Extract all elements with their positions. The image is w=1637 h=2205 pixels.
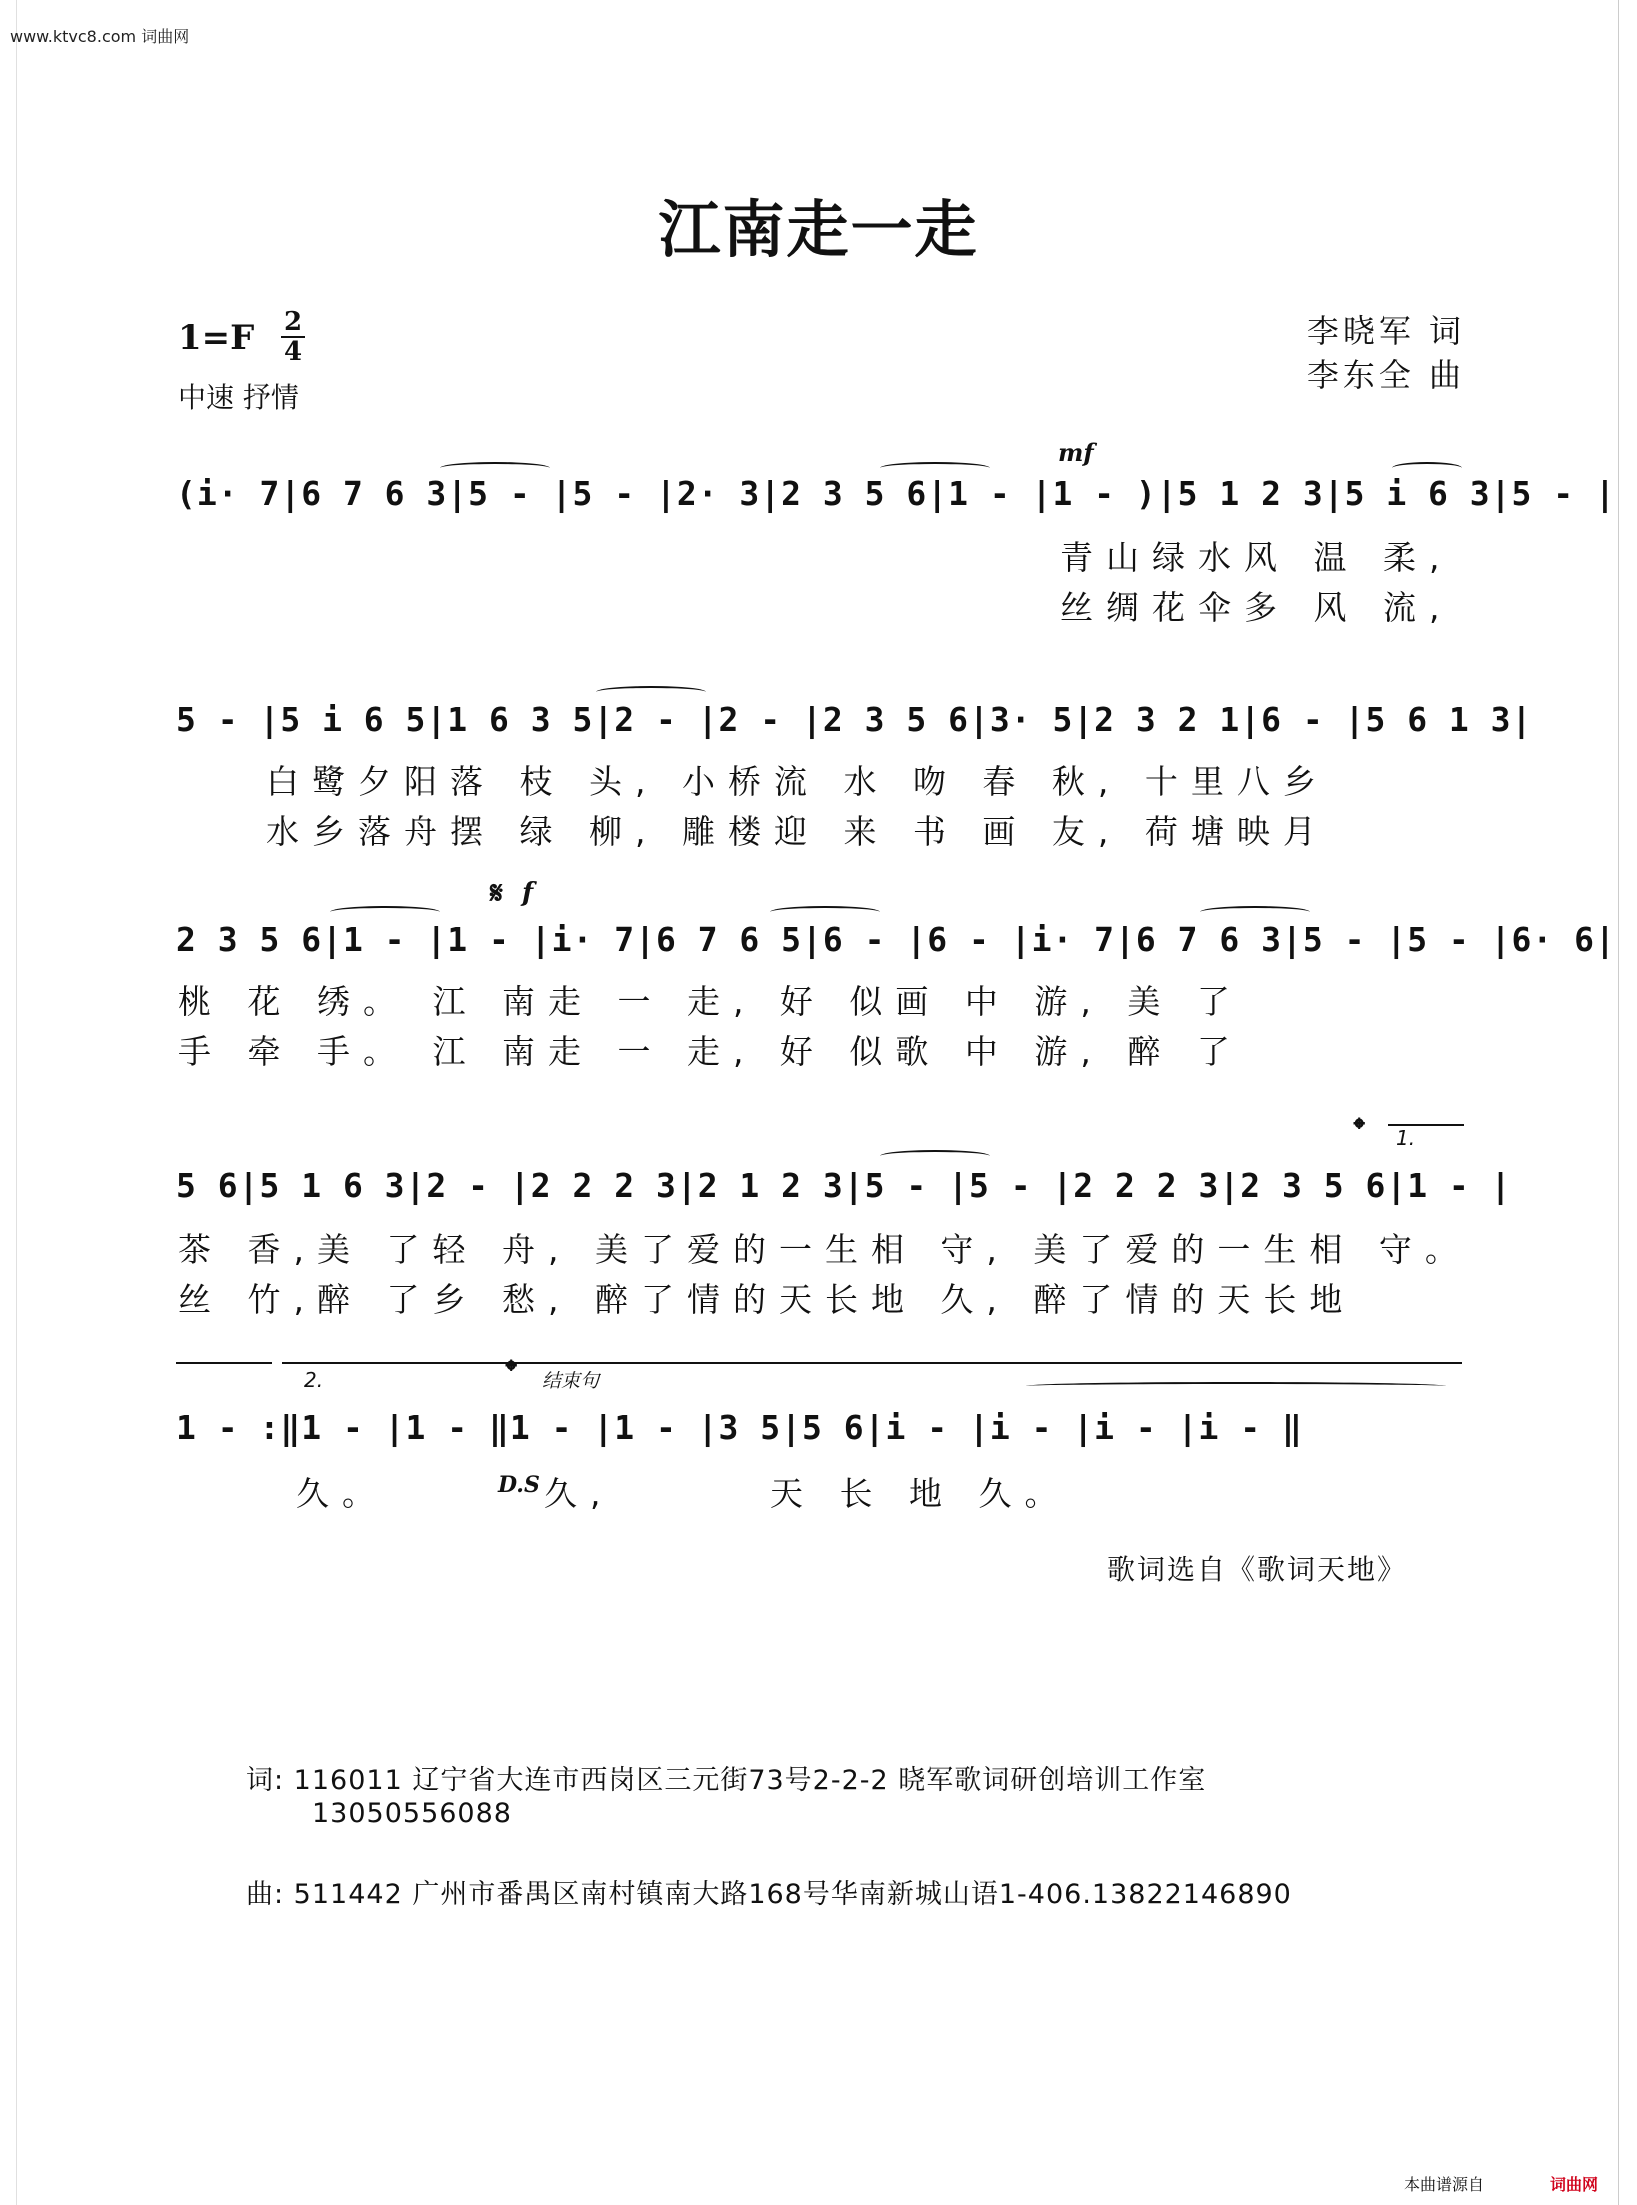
coda-sign-2: 𝄌: [506, 1354, 517, 1389]
lyrics-row-1-verse-1: 青山绿水风 温 柔,: [1060, 538, 1453, 577]
footer-site-link[interactable]: 词曲网: [1550, 2175, 1599, 2194]
left-margin-line: [16, 0, 17, 2205]
dynamic-f: f: [522, 878, 534, 908]
lyrics-row-5-end-2: 天 长 地 久。: [770, 1474, 1071, 1513]
slur: [330, 906, 440, 918]
footer-source-label: 本曲谱源自: [1404, 2175, 1485, 2194]
time-top: 2: [283, 307, 303, 337]
notation-row-3: 2 3 5 6|1 - |1 - |i· 7|6 7 6 5|6 - |6 - |i· 7|6 7 6 3|5 - |5 - |6· 6|: [176, 920, 1616, 959]
time-bottom: 4: [283, 337, 303, 367]
lyrics-row-4-verse-1: 茶 香,美 了轻 舟, 美了爱的一生相 守, 美了爱的一生相 守。: [178, 1230, 1471, 1269]
notation-row-2: 5 - |5 i 6 5|1 6 3 5|2 - |2 - |2 3 5 6|3· 5|2 3 2 1|6 - |5 6 1 3|: [176, 700, 1533, 739]
lyrics-row-5-ds: 久,: [544, 1474, 614, 1513]
slur: [770, 906, 880, 918]
slur: [880, 1150, 990, 1162]
volta-2: 2.: [304, 1368, 324, 1392]
lyrics-row-3-verse-2: 手 牵 手。 江 南走 一 走, 好 似歌 中 游, 醉 了: [178, 1032, 1243, 1071]
slur: [880, 462, 990, 474]
lyrics-row-4-verse-2: 丝 竹,醉 了乡 愁, 醉了情的天长地 久, 醉了情的天长地: [178, 1280, 1356, 1319]
composer-contact: 曲: 511442 广州市番禺区南村镇南大路168号华南新城山语1-406.13822146890: [246, 1879, 1292, 1910]
lyricist-contact: 词: 116011 辽宁省大连市西岗区三元街73号2-2-2 晓军歌词研创培训工作室: [246, 1765, 1207, 1796]
volta-1: 1.: [1396, 1126, 1416, 1150]
right-margin-line: [1618, 0, 1619, 2205]
lyrics-source: 歌词选自《歌词天地》: [1106, 1553, 1407, 1586]
song-title: 江南走一走: [658, 193, 979, 266]
time-signature: [278, 308, 308, 366]
lyrics-row-2-verse-1: 白鹭夕阳落 枝 头, 小桥流 水 吻 春 秋, 十里八乡: [266, 762, 1329, 801]
composer-credit: 李东全 曲: [1306, 356, 1465, 394]
lyrics-row-3-verse-1: 桃 花 绣。 江 南走 一 走, 好 似画 中 游, 美 了: [178, 982, 1243, 1021]
tie: [1026, 1382, 1446, 1390]
lyricist-phone: 13050556088: [312, 1798, 512, 1829]
segno-sign: 𝄋: [490, 876, 503, 911]
notation-row-4: 5 6|5 1 6 3|2 - |2 2 2 3|2 1 2 3|5 - |5 - |2 2 2 3|2 3 5 6|1 - |: [176, 1166, 1512, 1205]
coda-label: 结束句: [542, 1370, 600, 1392]
slur: [440, 462, 550, 474]
tempo-marking: 中速 抒情: [178, 381, 299, 414]
volta-bracket-2: [282, 1362, 1462, 1364]
notation-row-5: 1 - :‖1 - |1 - ‖1 - |1 - |3 5|5 6|i - |i - |i - |i - ‖: [176, 1408, 1303, 1447]
volta-bracket-1: [1388, 1124, 1464, 1126]
dynamic-mf: mf: [1058, 438, 1094, 467]
lyrics-row-2-verse-2: 水乡落舟摆 绿 柳, 雕楼迎 来 书 画 友, 荷塘映月: [266, 812, 1329, 851]
notation-row-1: (i· 7|6 7 6 3|5 - |5 - |2· 3|2 3 5 6|1 - |1 - )|5 1 2 3|5 i 6 3|5 - |: [176, 474, 1616, 513]
slur: [1200, 906, 1310, 918]
key-signature: 1=F: [178, 318, 255, 358]
lyricist-credit: 李晓军 词: [1306, 312, 1465, 350]
lyrics-row-5-end-1: 久。: [296, 1474, 388, 1513]
site-url[interactable]: www.ktvc8.com 词曲网: [10, 27, 190, 46]
coda-sign-1: 𝄌: [1354, 1112, 1365, 1147]
slur: [596, 686, 706, 698]
ds-marking: D.S: [498, 1472, 540, 1498]
slur: [1392, 462, 1462, 474]
volta-continuation: [176, 1362, 272, 1364]
lyrics-row-1-verse-2: 丝绸花伞多 风 流,: [1060, 588, 1453, 627]
